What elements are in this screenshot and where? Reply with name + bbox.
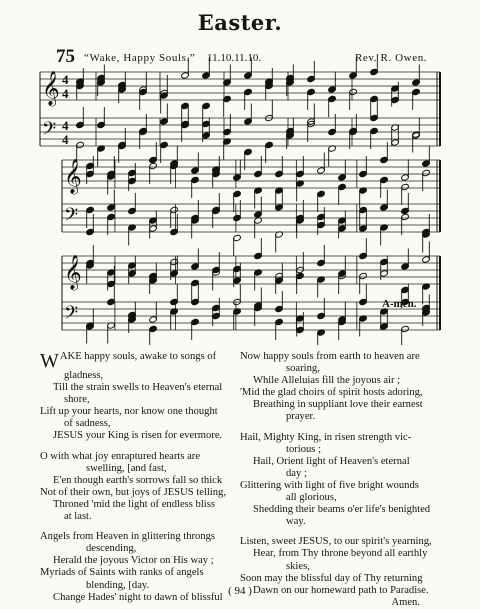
verse-line: Angels from Heaven in glittering throngs <box>40 531 216 543</box>
verse-line: Amen. <box>391 596 420 608</box>
page-heading: Easter. <box>197 10 283 35</box>
bass-clef-icon: 𝄢 <box>42 119 57 144</box>
verse-line: skies, <box>286 560 310 572</box>
verse-line: Lift up your hearts, nor know one thought <box>40 406 218 418</box>
verse-line: Herald the joyous Victor on His way ; <box>53 555 214 567</box>
verse-line: E'en though earth's sorrows fall so thick <box>53 474 223 486</box>
verse-line: torious ; <box>286 443 322 455</box>
bass-clef-icon: 𝄢 <box>64 303 79 328</box>
verse-line: descending, <box>86 543 137 555</box>
verse-line: Myriads of Saints with ranks of angels <box>40 567 204 579</box>
hymn-meter: 11.10.11.10. <box>207 52 262 64</box>
verse-line: shore, <box>64 394 90 406</box>
verse-line: gladness, <box>64 370 104 381</box>
verse-line: O with what joy enraptured hearts are <box>40 450 201 462</box>
verse-line: Throned 'mid the light of endless bliss <box>53 498 215 510</box>
bass-clef-icon: 𝄢 <box>64 205 79 230</box>
time-signature-top: 4 <box>62 72 69 87</box>
verse-line: Soon may the blissful day of Thy returning <box>240 572 423 584</box>
verse-line: all glorious, <box>286 492 337 504</box>
verse-line: Listen, sweet JESUS, to our spirit's yearning, <box>240 536 432 548</box>
verse-line: Dawn on our homeward path to Paradise. <box>253 584 429 596</box>
verse-line: at last. <box>64 511 92 523</box>
hymn-number: 75 <box>56 46 75 67</box>
verse-line: Change Hades' night to dawn of blissful <box>53 591 223 603</box>
verse-line: 'Mid the glad choirs of spirit hosts adoring, <box>240 387 423 399</box>
verse-line <box>40 350 236 372</box>
drop-cap: W <box>40 350 59 372</box>
verse-line: Hear, from Thy throne beyond all earthly <box>253 548 428 560</box>
page-number: ( 94 ) <box>228 585 252 597</box>
verse-line: swelling, [and fast, <box>86 462 167 474</box>
verse-line: Shedding their beams o'er life's benighted <box>253 504 431 516</box>
verse-line: of sadness, <box>64 418 111 430</box>
verse-line: Hail, Orient light of Heaven's eternal <box>253 455 410 467</box>
hymn-title: “Wake, Happy Souls.” <box>84 52 196 64</box>
verse-line: day ; <box>286 467 307 479</box>
verse-line: Now happy souls from earth to heaven are <box>240 351 420 362</box>
verse-line: Hail, Mighty King, in risen strength vic- <box>240 431 412 443</box>
treble-clef-icon: 𝄞 <box>64 159 82 194</box>
verse-line: prayer. <box>286 411 316 423</box>
verse-line: Breathing in suppliant love their earnest <box>253 399 423 411</box>
verse-line: Not of their own, but joys of JESUS telling, <box>40 486 226 498</box>
verse-line: soaring, <box>286 363 320 375</box>
verses-left-column <box>40 351 236 604</box>
verse-line: blending, [day. <box>86 579 150 591</box>
hymn-author: Rev. R. Owen. <box>355 52 428 64</box>
verse-line: Till the strain swells to Heaven's eternal <box>53 382 223 394</box>
verse-line: way. <box>286 516 306 528</box>
time-signature-bottom: 4 <box>62 86 69 101</box>
treble-clef-icon: 𝄞 <box>64 255 82 290</box>
time-signature-top: 4 <box>62 118 69 133</box>
time-signature-bottom: 4 <box>62 132 69 147</box>
verses-right-column <box>240 351 440 609</box>
verse-line: Glittering with light of five bright wounds <box>240 479 419 491</box>
amen-label: A-men. <box>382 298 417 310</box>
verse-line: While Alleluias fill the joyous air ; <box>253 375 401 387</box>
verse-line: JESUS your King is risen for evermore. <box>53 430 223 442</box>
verse-line-text: AKE happy souls, awake to songs of <box>59 351 217 362</box>
treble-clef-icon: 𝄞 <box>42 71 60 106</box>
